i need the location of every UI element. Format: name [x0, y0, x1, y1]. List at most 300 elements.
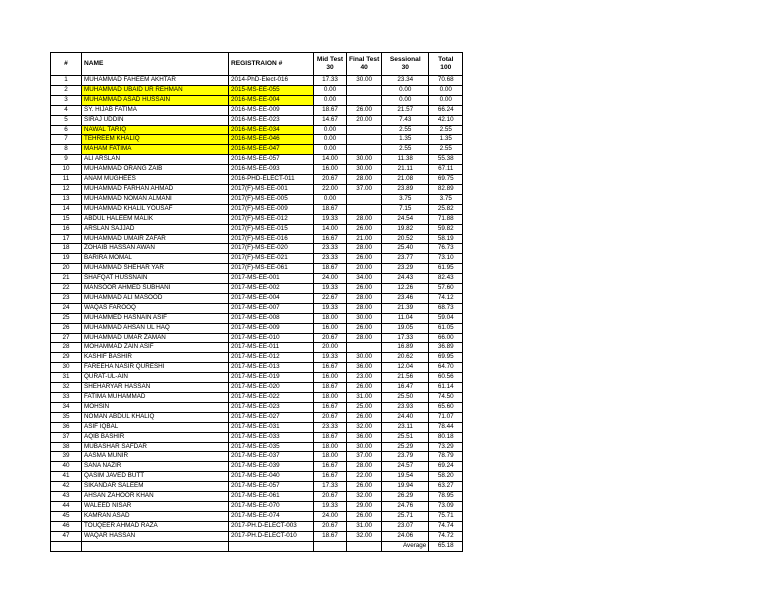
final-test-score: 23.00 — [347, 373, 382, 383]
mid-test-score: 23.33 — [314, 244, 347, 254]
registration-number: 2016-MS-EE-009 — [229, 105, 314, 115]
mid-test-score: 19.33 — [314, 284, 347, 294]
sessional-score: 24.40 — [382, 412, 429, 422]
student-name: MUHAMMAD UMAR ZAMAN — [82, 333, 229, 343]
final-test-score: 28.00 — [347, 462, 382, 472]
registration-number: 2017-MS-EE-039 — [229, 462, 314, 472]
header-name: NAME — [82, 53, 229, 76]
sessional-score: 23.07 — [382, 521, 429, 531]
mid-test-score: 19.33 — [314, 214, 347, 224]
student-name: ALI ARSLAN — [82, 155, 229, 165]
total-score: 61.95 — [429, 264, 463, 274]
registration-number: 2017-MS-EE-040 — [229, 472, 314, 482]
row-number: 24 — [51, 303, 82, 313]
registration-number: 2017-MS-EE-009 — [229, 323, 314, 333]
sessional-score: 23.89 — [382, 184, 429, 194]
total-score: 36.89 — [429, 343, 463, 353]
table-row — [51, 115, 463, 125]
student-name: ASIF IQBAL — [82, 422, 229, 432]
row-number: 8 — [51, 145, 82, 155]
table-row — [51, 393, 463, 403]
table-row — [51, 422, 463, 432]
mid-test-score: 24.00 — [314, 274, 347, 284]
row-number: 31 — [51, 373, 82, 383]
header-registration: REGISTRAION # — [229, 53, 314, 76]
sessional-score: 25.71 — [382, 511, 429, 521]
registration-number: 2017-MS-EE-037 — [229, 452, 314, 462]
final-test-score: 26.00 — [347, 482, 382, 492]
row-number: 28 — [51, 343, 82, 353]
mid-test-score: 17.33 — [314, 482, 347, 492]
table-row — [51, 383, 463, 393]
sessional-score: 1.35 — [382, 135, 429, 145]
total-score: 65.60 — [429, 402, 463, 412]
final-test-score: 29.00 — [347, 501, 382, 511]
sessional-score: 11.04 — [382, 313, 429, 323]
final-test-score: 32.00 — [347, 422, 382, 432]
sessional-score: 19.05 — [382, 323, 429, 333]
sessional-score: 21.11 — [382, 165, 429, 175]
student-name: ARSLAN SAJJAD — [82, 224, 229, 234]
final-test-score: 36.00 — [347, 363, 382, 373]
total-score: 59.82 — [429, 224, 463, 234]
total-score: 71.07 — [429, 412, 463, 422]
student-name: WAQAR HASSAN — [82, 531, 229, 541]
row-number: 3 — [51, 95, 82, 105]
table-row — [51, 76, 463, 86]
sessional-score: 25.50 — [382, 393, 429, 403]
table-row — [51, 194, 463, 204]
total-score: 76.73 — [429, 244, 463, 254]
registration-number: 2017-MS-EE-013 — [229, 363, 314, 373]
student-name: MUHAMMED HASNAIN ASIF — [82, 313, 229, 323]
total-score: 61.14 — [429, 383, 463, 393]
mid-test-score: 18.67 — [314, 204, 347, 214]
total-score: 78.44 — [429, 422, 463, 432]
registration-number: 2016-MS-EE-057 — [229, 155, 314, 165]
student-name: SIKANDAR SALEEM — [82, 482, 229, 492]
table-row — [51, 333, 463, 343]
row-number: 16 — [51, 224, 82, 234]
registration-number: 2017-MS-EE-010 — [229, 333, 314, 343]
total-score: 74.50 — [429, 393, 463, 403]
sessional-score: 24.54 — [382, 214, 429, 224]
sessional-score: 25.29 — [382, 442, 429, 452]
student-name: MUHAMMAD AHSAN UL HAQ — [82, 323, 229, 333]
mid-test-score: 20.67 — [314, 492, 347, 502]
header-number: # — [51, 53, 82, 76]
registration-number: 2016-MS-EE-004 — [229, 95, 314, 105]
student-name: SY. HIJAB FATIMA — [82, 105, 229, 115]
student-name: MUHAMMAD FARHAN AHMAD — [82, 184, 229, 194]
total-score: 55.38 — [429, 155, 463, 165]
table-row — [51, 184, 463, 194]
final-test-score: 30.00 — [347, 353, 382, 363]
table-row — [51, 155, 463, 165]
row-number: 7 — [51, 135, 82, 145]
mid-test-score: 18.67 — [314, 432, 347, 442]
row-number: 18 — [51, 244, 82, 254]
mid-test-score: 24.00 — [314, 511, 347, 521]
registration-number: 2017-MS-EE-031 — [229, 422, 314, 432]
student-name: MUHAMMAD UMAIR ZAFAR — [82, 234, 229, 244]
student-name: FAREEHA NASIR QURESHI — [82, 363, 229, 373]
header-sessional-max: 30 — [401, 64, 409, 71]
sessional-score: 23.34 — [382, 76, 429, 86]
sessional-score: 3.75 — [382, 194, 429, 204]
total-score: 74.74 — [429, 521, 463, 531]
final-test-score — [347, 145, 382, 155]
sessional-score: 17.33 — [382, 333, 429, 343]
student-name: MUHAMMAD NOMAN ALMANI — [82, 194, 229, 204]
sessional-score: 7.15 — [382, 204, 429, 214]
mid-test-score: 18.00 — [314, 393, 347, 403]
total-score: 58.20 — [429, 472, 463, 482]
mid-test-score: 20.67 — [314, 412, 347, 422]
row-number: 42 — [51, 482, 82, 492]
student-name: MUHAMMAD SHEHAR YAR — [82, 264, 229, 274]
final-test-score: 28.00 — [347, 333, 382, 343]
total-score: 25.82 — [429, 204, 463, 214]
row-number: 34 — [51, 402, 82, 412]
registration-number: 2017-MS-EE-061 — [229, 492, 314, 502]
total-score: 63.27 — [429, 482, 463, 492]
registration-number: 2017-MS-EE-070 — [229, 501, 314, 511]
sessional-score: 25.51 — [382, 432, 429, 442]
mid-test-score: 17.33 — [314, 76, 347, 86]
total-score: 73.10 — [429, 254, 463, 264]
table-row — [51, 125, 463, 135]
total-score: 2.55 — [429, 145, 463, 155]
table-row — [51, 135, 463, 145]
final-test-score — [347, 125, 382, 135]
table-row — [51, 264, 463, 274]
table-row — [51, 145, 463, 155]
sessional-score: 2.55 — [382, 125, 429, 135]
row-number: 33 — [51, 393, 82, 403]
registration-number: 2016-MS-EE-023 — [229, 115, 314, 125]
total-score: 80.18 — [429, 432, 463, 442]
student-name: MANSOOR AHMED SUBHANI — [82, 284, 229, 294]
final-test-score: 26.00 — [347, 105, 382, 115]
mid-test-score: 18.00 — [314, 442, 347, 452]
table-row — [51, 501, 463, 511]
final-test-score: 34.00 — [347, 274, 382, 284]
header-total-label: Total — [438, 55, 454, 63]
registration-number: 2017(F)-MS-EE-021 — [229, 254, 314, 264]
sessional-score: 20.52 — [382, 234, 429, 244]
sessional-score: 26.29 — [382, 492, 429, 502]
total-score: 58.19 — [429, 234, 463, 244]
table-row — [51, 531, 463, 541]
row-number: 4 — [51, 105, 82, 115]
total-score: 75.71 — [429, 511, 463, 521]
mid-test-score: 20.67 — [314, 521, 347, 531]
row-number: 25 — [51, 313, 82, 323]
mid-test-score: 14.00 — [314, 224, 347, 234]
student-name: ZOHAIB HASSAN AWAN — [82, 244, 229, 254]
header-sessional-label: Sessional — [389, 55, 421, 63]
header-mid-test-max: 30 — [326, 64, 334, 71]
total-score: 68.73 — [429, 303, 463, 313]
sessional-score: 20.62 — [382, 353, 429, 363]
sessional-score: 0.00 — [382, 85, 429, 95]
sessional-score: 24.06 — [382, 531, 429, 541]
student-name: SHEHARYAR HASSAN — [82, 383, 229, 393]
table-row — [51, 492, 463, 502]
sessional-score: 23.11 — [382, 422, 429, 432]
total-score: 78.95 — [429, 492, 463, 502]
sessional-score: 12.26 — [382, 284, 429, 294]
student-name: AASMA MUNIR — [82, 452, 229, 462]
student-name: NAWAL TARIQ — [82, 125, 229, 135]
registration-number: 2017(F)-MS-EE-016 — [229, 234, 314, 244]
row-number: 12 — [51, 184, 82, 194]
student-name: SHAFQAT HUSSNAIN — [82, 274, 229, 284]
student-name: QURAT-UL-AIN — [82, 373, 229, 383]
row-number: 21 — [51, 274, 82, 284]
student-name: MUHAMMAD ASAD HUSSAIN — [82, 95, 229, 105]
row-number: 15 — [51, 214, 82, 224]
registration-number: 2016-PHD-ELECT-011 — [229, 175, 314, 185]
row-number: 22 — [51, 284, 82, 294]
row-number: 27 — [51, 333, 82, 343]
table-row — [51, 323, 463, 333]
student-name: AHSAN ZAHOOR KHAN — [82, 492, 229, 502]
mid-test-score: 16.00 — [314, 373, 347, 383]
table-body — [51, 76, 463, 542]
total-score: 67.11 — [429, 165, 463, 175]
student-name: KAMRAN ASAD — [82, 511, 229, 521]
sessional-score: 19.94 — [382, 482, 429, 492]
mid-test-score: 18.67 — [314, 531, 347, 541]
table-row — [51, 165, 463, 175]
final-test-score: 21.00 — [347, 234, 382, 244]
grade-sheet-table — [50, 52, 463, 552]
table-row — [51, 472, 463, 482]
mid-test-score: 0.00 — [314, 145, 347, 155]
final-test-score: 30.00 — [347, 313, 382, 323]
mid-test-score: 18.67 — [314, 105, 347, 115]
student-name: ABDUL HALEEM MALIK — [82, 214, 229, 224]
mid-test-score: 0.00 — [314, 85, 347, 95]
sessional-score: 19.54 — [382, 472, 429, 482]
sessional-score: 11.38 — [382, 155, 429, 165]
row-number: 30 — [51, 363, 82, 373]
header-total-max: 100 — [440, 64, 452, 71]
registration-number: 2017-MS-EE-057 — [229, 482, 314, 492]
student-name: MUHAMMAD ORANG ZAIB — [82, 165, 229, 175]
final-test-score: 26.00 — [347, 383, 382, 393]
table-row — [51, 412, 463, 422]
student-name: MAHAM FATIMA — [82, 145, 229, 155]
sessional-score: 21.39 — [382, 303, 429, 313]
header-mid-test — [314, 53, 347, 76]
row-number: 26 — [51, 323, 82, 333]
total-score: 61.05 — [429, 323, 463, 333]
sessional-score: 19.82 — [382, 224, 429, 234]
student-name: MUBASHAR SAFDAR — [82, 442, 229, 452]
sessional-score: 23.77 — [382, 254, 429, 264]
registration-number: 2017(F)-MS-EE-001 — [229, 184, 314, 194]
final-test-score: 20.00 — [347, 264, 382, 274]
sessional-score: 23.29 — [382, 264, 429, 274]
row-number: 43 — [51, 492, 82, 502]
sessional-score: 7.43 — [382, 115, 429, 125]
row-number: 39 — [51, 452, 82, 462]
student-name: FATIMA MUHAMMAD — [82, 393, 229, 403]
student-name: MUHAMMAD ALI MASOOD — [82, 293, 229, 303]
total-score: 66.24 — [429, 105, 463, 115]
table-row — [51, 511, 463, 521]
table-row — [51, 234, 463, 244]
total-score: 69.75 — [429, 175, 463, 185]
total-score: 69.95 — [429, 353, 463, 363]
table-row — [51, 402, 463, 412]
total-score: 42.10 — [429, 115, 463, 125]
table-row — [51, 254, 463, 264]
registration-number: 2017-MS-EE-033 — [229, 432, 314, 442]
mid-test-score: 19.33 — [314, 501, 347, 511]
registration-number: 2017(F)-MS-EE-061 — [229, 264, 314, 274]
student-name: MOHAMMAD ZAIN ASIF — [82, 343, 229, 353]
row-number: 45 — [51, 511, 82, 521]
registration-number: 2017-MS-EE-002 — [229, 284, 314, 294]
total-score: 82.89 — [429, 184, 463, 194]
sessional-score: 24.43 — [382, 274, 429, 284]
mid-test-score: 18.67 — [314, 264, 347, 274]
final-test-score: 32.00 — [347, 531, 382, 541]
registration-number: 2017(F)-MS-EE-009 — [229, 204, 314, 214]
header-final-test — [347, 53, 382, 76]
row-number: 44 — [51, 501, 82, 511]
total-score: 74.72 — [429, 531, 463, 541]
student-name: MUHAMMAD UBAID UR REHMAN — [82, 85, 229, 95]
student-name: WALEED NISAR — [82, 501, 229, 511]
row-number: 14 — [51, 204, 82, 214]
total-score: 60.56 — [429, 373, 463, 383]
mid-test-score: 0.00 — [314, 194, 347, 204]
student-name: TOUQEER AHMAD RAZA — [82, 521, 229, 531]
mid-test-score: 20.00 — [314, 343, 347, 353]
mid-test-score: 14.67 — [314, 115, 347, 125]
row-number: 5 — [51, 115, 82, 125]
final-test-score: 36.00 — [347, 432, 382, 442]
student-name: MOHSIN — [82, 402, 229, 412]
row-number: 37 — [51, 432, 82, 442]
total-score: 3.75 — [429, 194, 463, 204]
table-row — [51, 373, 463, 383]
final-test-score: 37.00 — [347, 184, 382, 194]
sessional-score: 21.56 — [382, 373, 429, 383]
sessional-score: 23.79 — [382, 452, 429, 462]
row-number: 11 — [51, 175, 82, 185]
row-number: 29 — [51, 353, 82, 363]
final-test-score: 30.00 — [347, 155, 382, 165]
registration-number: 2015-MS-EE-055 — [229, 85, 314, 95]
mid-test-score: 18.00 — [314, 313, 347, 323]
row-number: 17 — [51, 234, 82, 244]
student-name: SANA NAZIR — [82, 462, 229, 472]
total-score: 1.35 — [429, 135, 463, 145]
final-test-score — [347, 194, 382, 204]
registration-number: 2017-MS-EE-012 — [229, 353, 314, 363]
row-number: 9 — [51, 155, 82, 165]
table-row — [51, 313, 463, 323]
table-header — [51, 53, 463, 76]
table-row — [51, 284, 463, 294]
row-number: 35 — [51, 412, 82, 422]
mid-test-score: 18.67 — [314, 383, 347, 393]
final-test-score: 25.00 — [347, 402, 382, 412]
header-final-test-label: Final Test — [349, 55, 380, 63]
registration-number: 2016-MS-EE-093 — [229, 165, 314, 175]
total-score: 2.55 — [429, 125, 463, 135]
row-number: 23 — [51, 293, 82, 303]
student-name: SIRAJ UDDIN — [82, 115, 229, 125]
mid-test-score: 0.00 — [314, 95, 347, 105]
table-row — [51, 204, 463, 214]
registration-number: 2017-MS-EE-011 — [229, 343, 314, 353]
mid-test-score: 16.00 — [314, 323, 347, 333]
row-number: 2 — [51, 85, 82, 95]
mid-test-score: 23.33 — [314, 422, 347, 432]
student-name: ANAM MUGHEES — [82, 175, 229, 185]
total-score: 74.12 — [429, 293, 463, 303]
row-number: 19 — [51, 254, 82, 264]
registration-number: 2017-MS-EE-019 — [229, 373, 314, 383]
row-number: 10 — [51, 165, 82, 175]
final-test-score: 26.00 — [347, 323, 382, 333]
table-row — [51, 85, 463, 95]
total-score: 73.09 — [429, 501, 463, 511]
registration-number: 2017(F)-MS-EE-005 — [229, 194, 314, 204]
final-test-score: 30.00 — [347, 165, 382, 175]
total-score: 64.70 — [429, 363, 463, 373]
mid-test-score: 14.00 — [314, 155, 347, 165]
final-test-score — [347, 204, 382, 214]
final-test-score: 28.00 — [347, 175, 382, 185]
row-number: 41 — [51, 472, 82, 482]
total-score: 70.68 — [429, 76, 463, 86]
table-row — [51, 293, 463, 303]
registration-number: 2017(F)-MS-EE-012 — [229, 214, 314, 224]
final-test-score: 30.00 — [347, 76, 382, 86]
table-row — [51, 175, 463, 185]
sessional-score: 24.76 — [382, 501, 429, 511]
sessional-score: 16.89 — [382, 343, 429, 353]
final-test-score: 28.00 — [347, 293, 382, 303]
average-row — [51, 541, 463, 551]
total-score: 69.24 — [429, 462, 463, 472]
registration-number: 2017-MS-EE-023 — [229, 402, 314, 412]
table-row — [51, 353, 463, 363]
final-test-score — [347, 135, 382, 145]
table-row — [51, 521, 463, 531]
registration-number: 2017(F)-MS-EE-015 — [229, 224, 314, 234]
mid-test-score: 16.67 — [314, 462, 347, 472]
registration-number: 2016-MS-EE-046 — [229, 135, 314, 145]
mid-test-score: 22.67 — [314, 293, 347, 303]
mid-test-score: 19.33 — [314, 303, 347, 313]
average-label: Average — [382, 541, 429, 551]
final-test-score: 28.00 — [347, 214, 382, 224]
registration-number: 2017-MS-EE-035 — [229, 442, 314, 452]
mid-test-score: 16.67 — [314, 402, 347, 412]
mid-test-score: 19.33 — [314, 353, 347, 363]
final-test-score: 28.00 — [347, 244, 382, 254]
table-row — [51, 244, 463, 254]
